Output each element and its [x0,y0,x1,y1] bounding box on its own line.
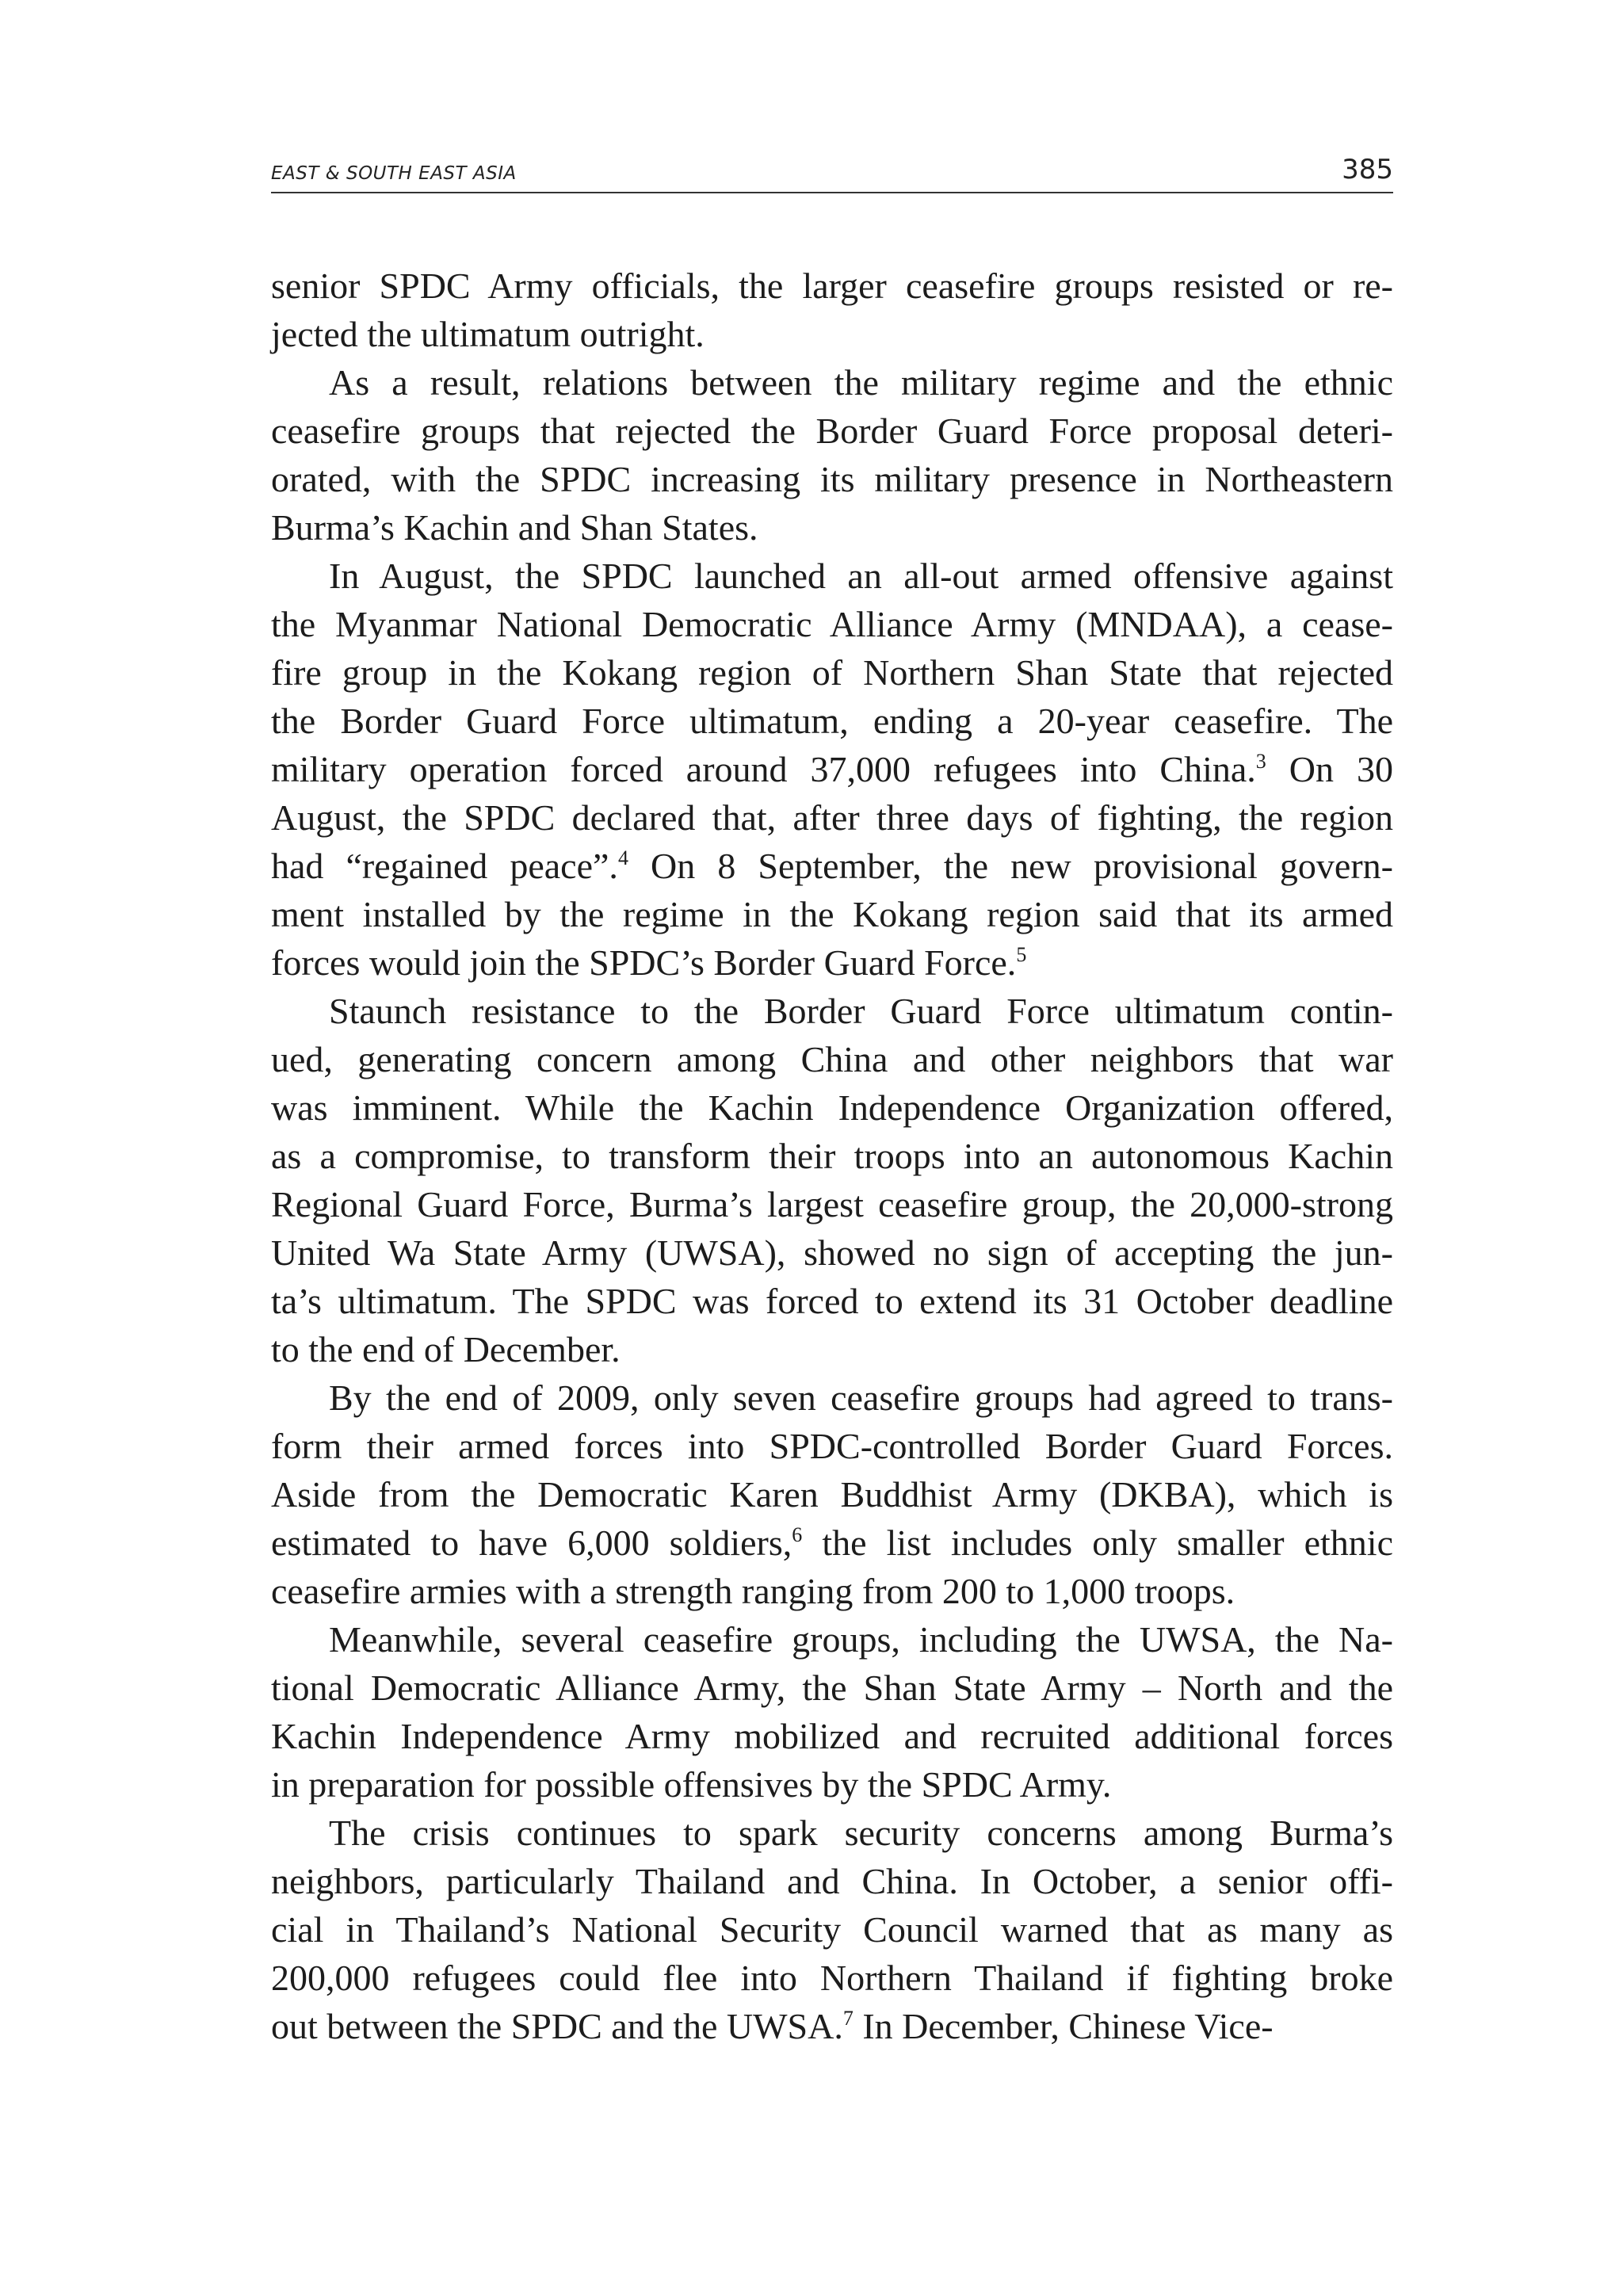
line-text: to the end of December. [271,1329,621,1370]
line-text: As a result, relations between the military regime and the ethnic [329,362,1393,403]
line-text: ta’s ultimatum. The SPDC was forced to extend its 31 October deadline [271,1281,1393,1321]
footnote-marker[interactable]: 4 [617,846,628,869]
line-text-continued: the list includes only smaller ethnic [802,1522,1393,1563]
body-text [271,262,1393,2050]
text-line [271,890,1393,938]
text-line [271,842,1393,890]
text-line [271,503,1393,552]
running-header [271,151,1393,193]
text-line [271,1905,1393,1954]
footnote-marker[interactable]: 3 [1255,750,1266,773]
line-text: fire group in the Kokang region of Northern Shan State that rejected [271,652,1393,693]
line-text: The crisis continues to spark security concerns among Burma’s [329,1813,1393,1853]
line-text: as a compromise, to transform their troops into an autonomous Kachin [271,1136,1393,1176]
line-text: ceasefire groups that rejected the Border Guard Force proposal deteri- [271,411,1393,451]
line-text: Staunch resistance to the Border Guard Force ultimatum contin- [329,991,1393,1031]
text-line [271,1083,1393,1132]
line-text: estimated to have 6,000 soldiers, [271,1522,792,1563]
text-line [271,552,1393,600]
footnote-marker[interactable]: 6 [792,1523,803,1546]
line-text: senior SPDC Army officials, the larger ceasefire groups resisted or re- [271,266,1393,306]
text-line [271,2002,1393,2050]
text-line [271,262,1393,310]
text-line [271,745,1393,793]
line-text: Kachin Independence Army mobilized and recruited additional forces [271,1716,1393,1756]
line-text: ued, generating concern among China and other neighbors that war [271,1039,1393,1079]
text-line [271,938,1393,987]
text-line [271,1954,1393,2002]
text-line [271,793,1393,842]
text-line [271,1422,1393,1470]
line-text: In August, the SPDC launched an all-out armed offensive against [329,556,1393,596]
line-text: August, the SPDC declared that, after three days of fighting, the region [271,797,1393,838]
text-line [271,1519,1393,1567]
footnote-marker[interactable]: 5 [1016,943,1027,966]
line-text: out between the SPDC and the UWSA. [271,2006,843,2046]
text-line [271,310,1393,358]
text-line [271,1567,1393,1615]
text-line [271,600,1393,648]
line-text: 200,000 refugees could flee into Northern Thailand if fighting broke [271,1958,1393,1998]
line-text: in preparation for possible offensives by the SPDC Army. [271,1764,1112,1805]
text-line [271,1035,1393,1083]
line-text: Aside from the Democratic Karen Buddhist Army (DKBA), which is [271,1474,1393,1515]
line-text-continued: On 8 September, the new provisional govern- [628,846,1393,886]
page-number: 385 [1342,154,1393,185]
paragraph [271,1809,1393,2050]
line-text: jected the ultimatum outright. [271,314,705,354]
text-line [271,1277,1393,1325]
text-line [271,1615,1393,1664]
text-line [271,358,1393,407]
footnote-marker[interactable]: 7 [842,2007,854,2030]
paragraph [271,1373,1393,1615]
line-text: ceasefire armies with a strength ranging from 200 to 1,000 troops. [271,1571,1235,1611]
line-text: forces would join the SPDC’s Border Guard Force. [271,942,1017,983]
line-text: Burma’s Kachin and Shan States. [271,507,758,548]
line-text: military operation forced around 37,000 refugees into China. [271,749,1256,789]
text-line [271,1809,1393,1857]
text-line [271,1325,1393,1373]
line-text: By the end of 2009, only seven ceasefire groups had agreed to trans- [329,1377,1393,1418]
running-head-title: EAST & SOUTH EAST ASIA [271,163,517,184]
line-text: the Border Guard Force ultimatum, ending a 20-year ceasefire. The [271,701,1393,741]
line-text: the Myanmar National Democratic Alliance Army (MNDAA), a cease- [271,604,1393,644]
paragraph [271,987,1393,1373]
line-text: ment installed by the regime in the Kokang region said that its armed [271,894,1393,934]
line-text: form their armed forces into SPDC-controlled Border Guard Forces. [271,1426,1393,1466]
text-line [271,1760,1393,1809]
text-line [271,697,1393,745]
line-text: neighbors, particularly Thailand and China. In October, a senior offi- [271,1861,1393,1901]
text-line [271,1712,1393,1760]
text-line [271,407,1393,455]
paragraph [271,1615,1393,1809]
text-line [271,1664,1393,1712]
line-text: was imminent. While the Kachin Independence Organization offered, [271,1087,1393,1128]
text-line [271,455,1393,503]
text-line [271,1228,1393,1277]
text-line [271,1373,1393,1422]
line-text: cial in Thailand’s National Security Council warned that as many as [271,1909,1393,1950]
paragraph [271,262,1393,358]
text-line [271,1132,1393,1180]
line-text: orated, with the SPDC increasing its military presence in Northeastern [271,459,1393,499]
paragraph [271,552,1393,987]
text-line [271,1180,1393,1228]
line-text: United Wa State Army (UWSA), showed no sign of accepting the jun- [271,1232,1393,1273]
text-line [271,1470,1393,1519]
line-text: Meanwhile, several ceasefire groups, including the UWSA, the Na- [329,1619,1393,1660]
line-text-continued: In December, Chinese Vice- [853,2006,1274,2046]
line-text-continued: On 30 [1266,749,1393,789]
line-text: tional Democratic Alliance Army, the Shan State Army – North and the [271,1668,1393,1708]
line-text: had “regained peace”. [271,846,618,886]
line-text: Regional Guard Force, Burma’s largest ceasefire group, the 20,000-strong [271,1184,1393,1224]
paragraph [271,358,1393,552]
text-line [271,987,1393,1035]
text-line [271,1857,1393,1905]
text-line [271,648,1393,697]
